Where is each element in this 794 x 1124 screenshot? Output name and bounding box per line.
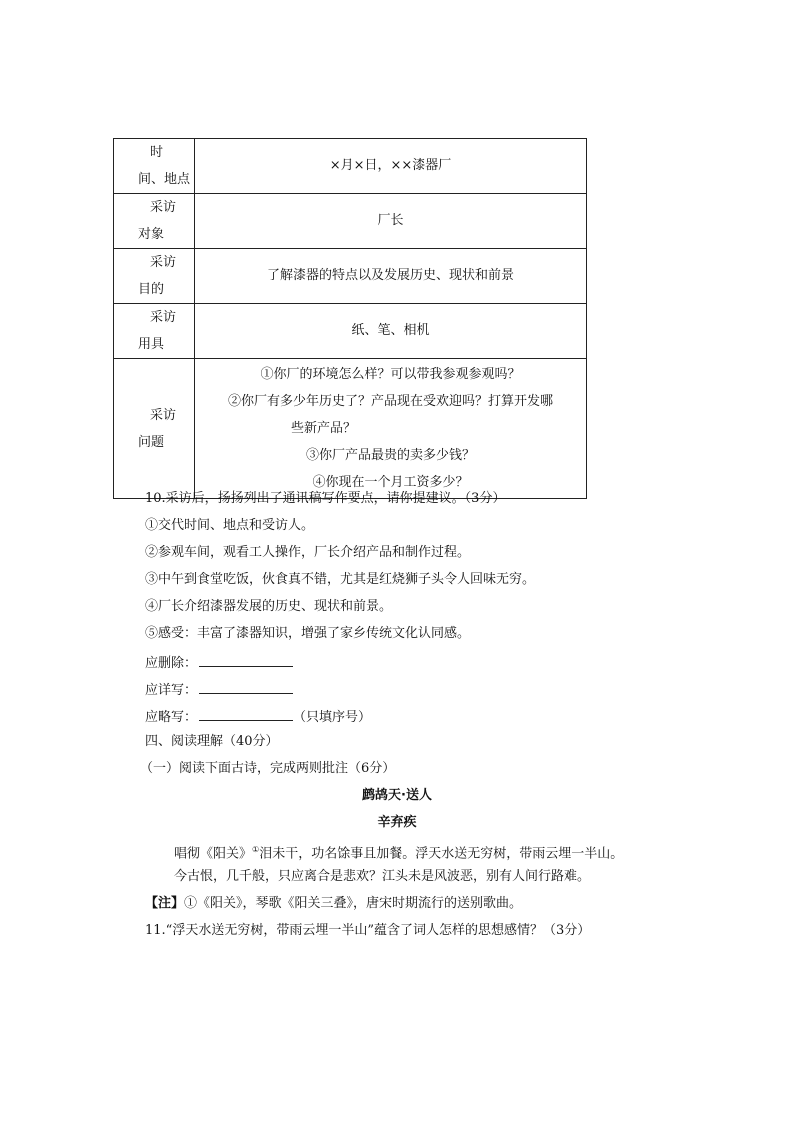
q11-stem: 11.“浮天水送无穷树，带雨云埋一半山”蕴含了词人怎样的思想感情？（3分） — [145, 923, 591, 938]
question-item: ①你厂的环境怎么样？可以带我参观参观吗？ — [260, 367, 521, 382]
poem-line: 唱彻《阳关》①泪未干，功名馀事且加餐。浮天水送无穷树，带雨云埋一半山。 — [174, 845, 624, 862]
question-item: ②你厂有多少年历史了？产品现在受欢迎吗？打算开发哪 — [227, 394, 553, 409]
row-label: 时 间、地点 — [114, 139, 195, 194]
row-label: 采访 用具 — [114, 304, 195, 359]
answer-brief: 应略写： （只填序号） — [145, 706, 371, 727]
q10-point: ⑤感受：丰富了漆器知识，增强了家乡传统文化认同感。 — [145, 626, 471, 641]
brief-blank[interactable] — [199, 706, 293, 721]
row-value: 纸、笔、相机 — [195, 304, 587, 359]
row-label: 采访 对象 — [114, 194, 195, 249]
poem-note: 【注】①《阳关》，琴歌《阳关三叠》，唐宋时期流行的送别歌曲。 — [145, 896, 523, 911]
question-item: ③你厂产品最贵的卖多少钱？ — [305, 448, 475, 463]
poem-line: 今古恨，几千般，只应离合是悲欢？江头未是风波恶，别有人间行路难。 — [174, 869, 591, 884]
table-row-questions — [114, 359, 587, 499]
row-label: 采访 问题 — [114, 359, 195, 499]
q10-point: ③中午到食堂吃饭，伙食真不错，尤其是红烧狮子头令人回味无穷。 — [145, 572, 536, 587]
q10-point: ④厂长介绍漆器发展的历史、现状和前景。 — [145, 599, 393, 614]
table-row — [114, 194, 587, 249]
poem-title: 鹧鸪天·送人 — [362, 788, 432, 803]
interview-table — [113, 138, 587, 499]
row-value: 厂长 — [195, 194, 587, 249]
q10-point: ①交代时间、地点和受访人。 — [145, 518, 315, 533]
q10-point: ②参观车间，观看工人操作，厂长介绍产品和制作过程。 — [145, 545, 471, 560]
row-label: 采访 目的 — [114, 249, 195, 304]
answer-delete: 应删除： — [145, 652, 293, 673]
table-row — [114, 249, 587, 304]
row-value: ×月×日，××漆器厂 — [195, 139, 587, 194]
table-row — [114, 139, 587, 194]
section-heading: 四、阅读理解（40分） — [145, 734, 279, 749]
q10-stem: 10.采访后，扬扬列出了通讯稿写作要点，请你提建议。（3分） — [145, 491, 506, 506]
detail-blank[interactable] — [199, 679, 293, 694]
question-item: ④你现在一个月工资多少？ — [312, 475, 469, 490]
table-row — [114, 304, 587, 359]
answer-detail: 应详写： — [145, 679, 293, 700]
section-subheading: （一）阅读下面古诗，完成两则批注（6分） — [140, 761, 396, 776]
poem-author: 辛弃疾 — [377, 815, 417, 830]
questions-cell — [195, 359, 587, 499]
question-item: 些新产品？ — [291, 421, 357, 436]
delete-blank[interactable] — [199, 652, 293, 667]
row-value: 了解漆器的特点以及发展历史、现状和前景 — [195, 249, 587, 304]
